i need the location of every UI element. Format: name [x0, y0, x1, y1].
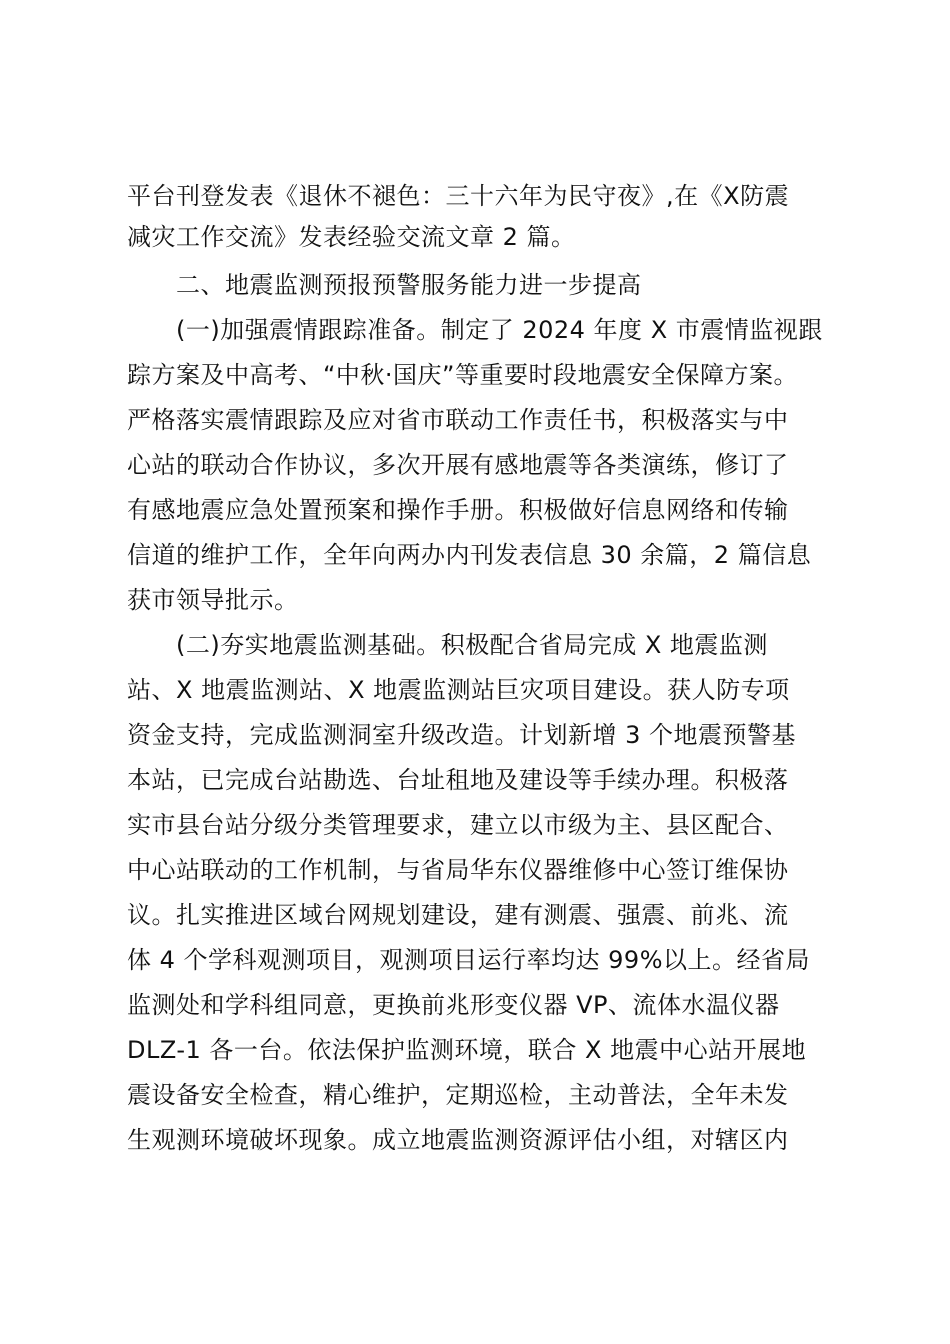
section-heading: 二、地震监测预报预警服务能力进一步提高: [176, 271, 642, 299]
paragraph-line-11: (二)夯实地震监测基础。积极配合省局完成 X 地震监测: [176, 631, 768, 659]
paragraph-line-17: 议。扎实推进区域台网规划建设，建有测震、强震、前兆、流: [127, 901, 789, 929]
paragraph-line-21: 震设备安全检查，精心维护，定期巡检，主动普法，全年未发: [127, 1081, 789, 1109]
paragraph-line-18: 体 4 个学科观测项目，观测项目运行率均达 99%以上。经省局: [127, 946, 810, 974]
paragraph-line-9: 信道的维护工作，全年向两办内刊发表信息 30 余篇，2 篇信息: [127, 541, 812, 569]
paragraph-line-13: 资金支持，完成监测洞室升级改造。计划新增 3 个地震预警基: [127, 721, 797, 749]
paragraph-line-10: 获市领导批示。: [127, 586, 299, 614]
paragraph-line-14: 本站，已完成台站勘选、台址租地及建设等手续办理。积极落: [127, 766, 789, 794]
paragraph-line-1: 平台刊登发表《退休不褪色：三十六年为民守夜》,在《X防震: [127, 182, 790, 210]
paragraph-line-5: 踪方案及中高考、“中秋·国庆”等重要时段地震安全保障方案。: [127, 361, 798, 389]
paragraph-line-2: 减灾工作交流》发表经验交流文章 2 篇。: [127, 223, 576, 251]
paragraph-line-16: 中心站联动的工作机制，与省局华东仪器维修中心签订维保协: [127, 856, 789, 884]
paragraph-line-7: 心站的联动合作协议，多次开展有感地震等各类演练，修订了: [127, 451, 789, 479]
paragraph-line-6: 严格落实震情跟踪及应对省市联动工作责任书，积极落实与中: [127, 406, 789, 434]
paragraph-line-8: 有感地震应急处置预案和操作手册。积极做好信息网络和传输: [127, 496, 789, 524]
paragraph-line-4: (一)加强震情跟踪准备。制定了 2024 年度 X 市震情监视跟: [176, 316, 823, 344]
paragraph-line-20: DLZ-1 各一台。依法保护监测环境，联合 X 地震中心站开展地: [127, 1036, 807, 1064]
paragraph-line-22: 生观测环境破坏现象。成立地震监测资源评估小组，对辖区内: [127, 1126, 789, 1154]
paragraph-line-12: 站、X 地震监测站、X 地震监测站巨灾项目建设。获人防专项: [127, 676, 790, 704]
paragraph-line-19: 监测处和学科组同意，更换前兆形变仪器 VP、流体水温仪器: [127, 991, 780, 1019]
paragraph-line-15: 实市县台站分级分类管理要求，建立以市级为主、县区配合、: [127, 811, 789, 839]
